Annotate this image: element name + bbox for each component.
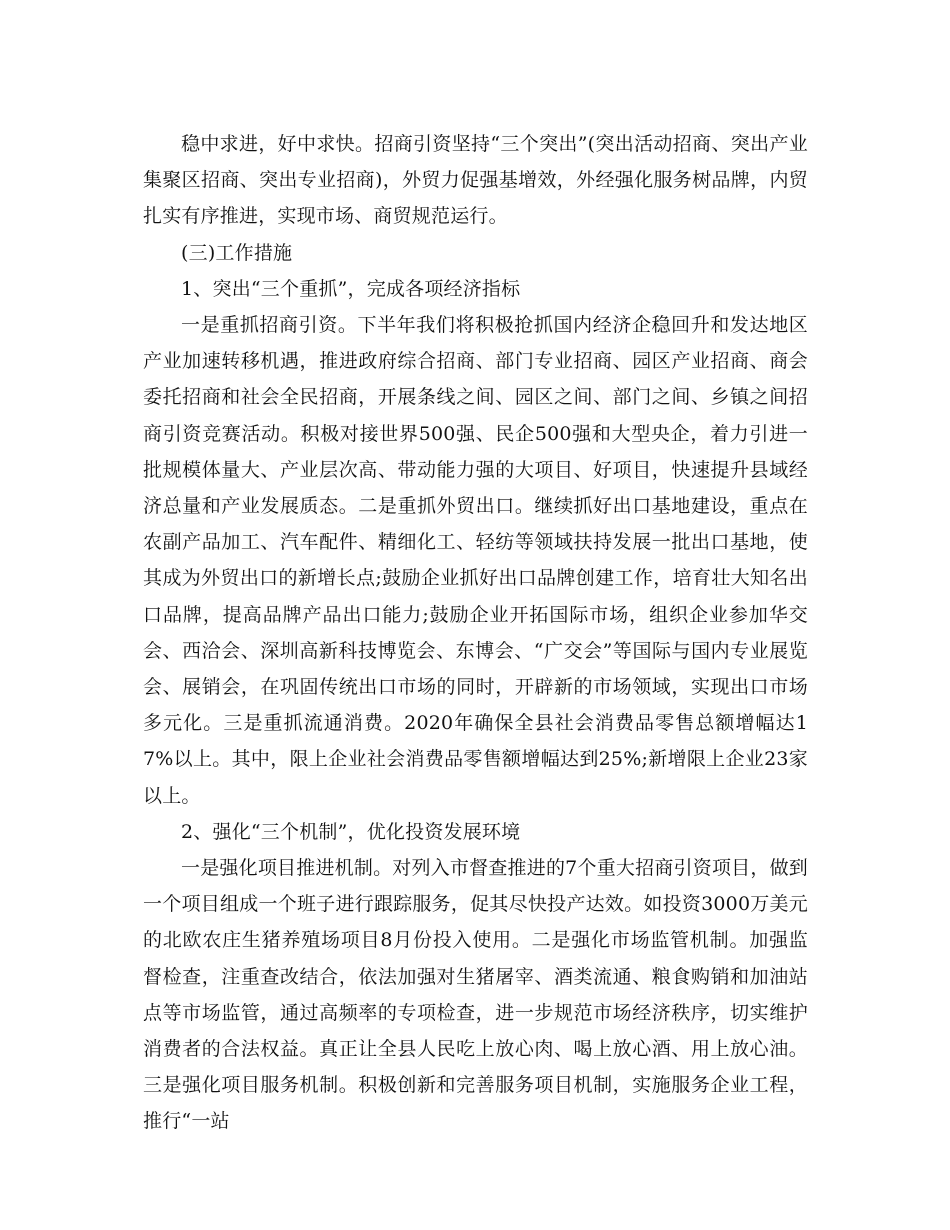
section-heading-work-measures: (三)工作措施 <box>181 241 293 264</box>
document-body <box>143 126 808 1140</box>
paragraph-three-mechanisms: 一是强化项目推进机制。对列入市督查推进的7个重大招商引资项目，做到一个项目组成一个班子进行跟踪服务，促其尽快投产达效。如投资3000万美元的北欧农庄生猪养殖场项目8月份投入使用。二是强化市场监管机制。加强监督检查，注重查改结合，依法加强对生猪屠宰、酒类流通、粮食购销和加油站点等市场监管，通过高频率的专项检查，进一步规范市场经济秩序，切实维护消费者的合法权益。真正让全县人民吃上放心肉、喝上放心酒、用上放心油。三是强化项目服务机制。积极创新和完善服务项目机制，实施服务企业工程，推行“一站 <box>143 857 808 1133</box>
paragraph-intro: 稳中求进，好中求快。招商引资坚持“三个突出”(突出活动招商、突出产业集聚区招商、突出专业招商)，外贸力促强基增效，外经强化服务树品牌，内贸扎实有序推进，实现市场、商贸规范运行。 <box>143 133 808 228</box>
subheading-three-mechanisms: 2、强化“三个机制”，优化投资发展环境 <box>181 820 521 843</box>
paragraph-three-key-focuses: 一是重抓招商引资。下半年我们将积极抢抓国内经济企稳回升和发达地区产业加速转移机遇，推进政府综合招商、部门专业招商、园区产业招商、商会委托招商和社会全民招商，开展条线之间、园区之间、部门之间、乡镇之间招商引资竞赛活动。积极对接世界500强、民企500强和大型央企，着力引进一批规模体量大、产业层次高、带动能力强的大项目、好项目，快速提升县域经济总量和产业发展质态。二是重抓外贸出口。继续抓好出口基地建设，重点在农副产品加工、汽车配件、精细化工、轻纺等领域扶持发展一批出口基地，使其成为外贸出口的新增长点;鼓励企业抓好出口品牌创建工作，培育壮大知名出口品牌，提高品牌产品出口能力;鼓励企业开拓国际市场，组织企业参加华交会、西洽会、深圳高新科技博览会、东博会、“广交会”等国际与国内专业展览会、展销会，在巩固传统出口市场的同时，开辟新的市场领域，实现出口市场多元化。三是重抓流通消费。2020年确保全县社会消费品零售总额增幅达17%以上。其中，限上企业社会消费品零售额增幅达到25%;新增限上企业23家以上。 <box>143 314 808 807</box>
subheading-three-key-focuses: 1、突出“三个重抓”，完成各项经济指标 <box>181 277 521 300</box>
